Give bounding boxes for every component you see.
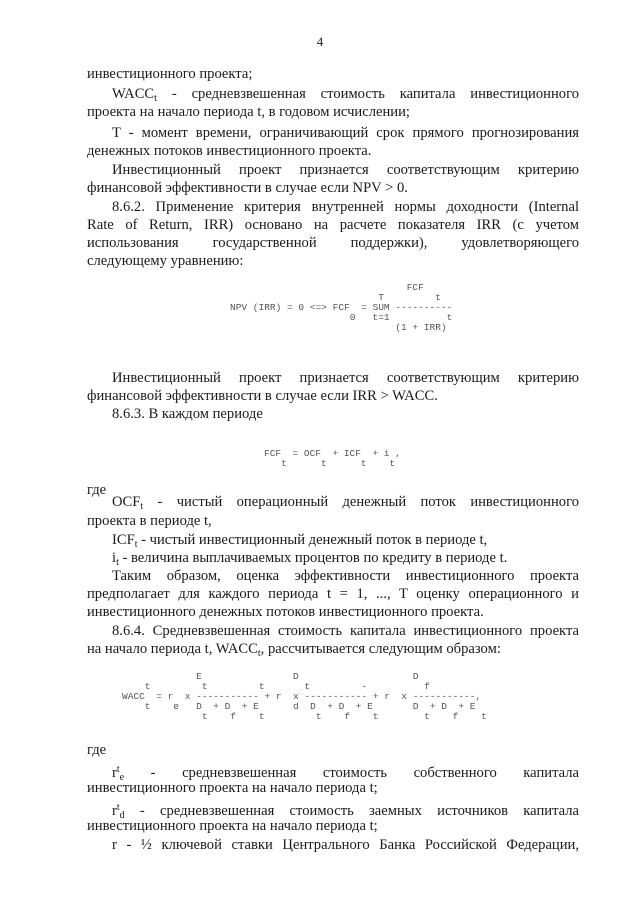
fcf-formula: FCF = OCF + ICF + i , t t t t — [264, 448, 401, 469]
text-line: следующему уравнению: — [87, 253, 244, 269]
subscript: t — [140, 501, 144, 512]
text-line: Инвестиционный проект признается соответствующим критерию — [112, 162, 579, 178]
term-re: r — [112, 765, 117, 781]
text-line: 8.6.3. В каждом периоде — [112, 406, 263, 422]
subscript: t — [154, 93, 157, 104]
text-line: использования государственной поддержки), удовлетворяющего — [87, 235, 579, 251]
subscript: t — [257, 648, 261, 659]
text-line: Инвестиционный проект признается соответствующим критерию — [112, 370, 579, 386]
text-line: Таким образом, оценка эффективности инвестиционного проекта — [112, 568, 579, 584]
text-line: денежных потоков инвестиционного проекта. — [87, 143, 372, 159]
text-segment: на начало периода t, WACC — [87, 641, 258, 657]
text-line: где — [87, 742, 107, 758]
text-line: инвестиционного проекта на начало периода t; — [87, 780, 378, 796]
text-line: финансовой эффективности в случае если IRR > WACC. — [87, 388, 438, 404]
text-line — [87, 641, 579, 662]
text-line: Rate of Return, IRR) основано на расчете показателя IRR (с учетом — [87, 217, 579, 233]
wacc-formula: E D D t t t t - f WACC = r x ----------- + r x ----------- + r x -----------, t e D + D + E d D + D + E D + D + E t f t t f t t f t — [122, 671, 487, 722]
term-rd: r — [112, 803, 117, 819]
text-line: проекта в периоде t, — [87, 513, 212, 529]
text-line: 8.6.2. Применение критерия внутренней нормы доходности (Internal — [112, 199, 579, 215]
page-number: 4 — [316, 34, 324, 49]
term-ocf: OCF — [112, 494, 141, 510]
text-line: инвестиционного проекта на начало периода t; — [87, 818, 378, 834]
text-line: 8.6.4. Средневзвешенная стоимость капитала инвестиционного проекта — [112, 623, 579, 639]
subscript: t — [116, 557, 119, 568]
definition: - чистый операционный денежный поток инвестиционного — [143, 494, 579, 510]
text-line: где — [87, 482, 107, 498]
term-i: i — [112, 550, 117, 566]
superscript: t — [116, 764, 120, 775]
definition: - средневзвешенная стоимость собственного капитала — [124, 765, 579, 781]
definition: - средневзвешенная стоимость капитала инвестиционного — [156, 86, 579, 102]
text-line: инвестиционного проекта; — [87, 66, 253, 82]
term-icf: ICF — [112, 532, 135, 548]
text-line: проекта на начало периода t, в годовом исчислении; — [87, 104, 410, 120]
subscript: d — [119, 810, 125, 821]
subscript: t — [134, 539, 138, 550]
text-line: r - ½ ключевой ставки Центрального Банка Российской Федерации, — [112, 837, 579, 853]
subscript: e — [119, 772, 125, 783]
text-segment: , рассчитывается следующим образом: — [260, 641, 501, 657]
irr-formula: FCF T t NPV (IRR) = 0 <=> FCF = SUM ---------- 0 t=1 t (1 + IRR) — [230, 282, 453, 333]
definition: - чистый инвестиционный денежный поток в периоде t, — [137, 532, 488, 548]
superscript: t — [116, 802, 120, 813]
definition: - величина выплачиваемых процентов по кредиту в периоде t. — [118, 550, 508, 566]
text-line: финансовой эффективности в случае если NPV > 0. — [87, 180, 408, 196]
text-line: предполагает для каждого периода t = 1, ..., T оценку операционного и — [87, 586, 579, 602]
term-wacc: WACC — [112, 86, 155, 102]
text-line — [112, 494, 579, 515]
text-line: инвестиционного денежных потоков инвестиционного проекта. — [87, 604, 484, 620]
text-line: T - момент времени, ограничивающий срок прямого прогнозирования — [112, 125, 579, 141]
definition: - средневзвешенная стоимость заемных источников капитала — [124, 803, 579, 819]
